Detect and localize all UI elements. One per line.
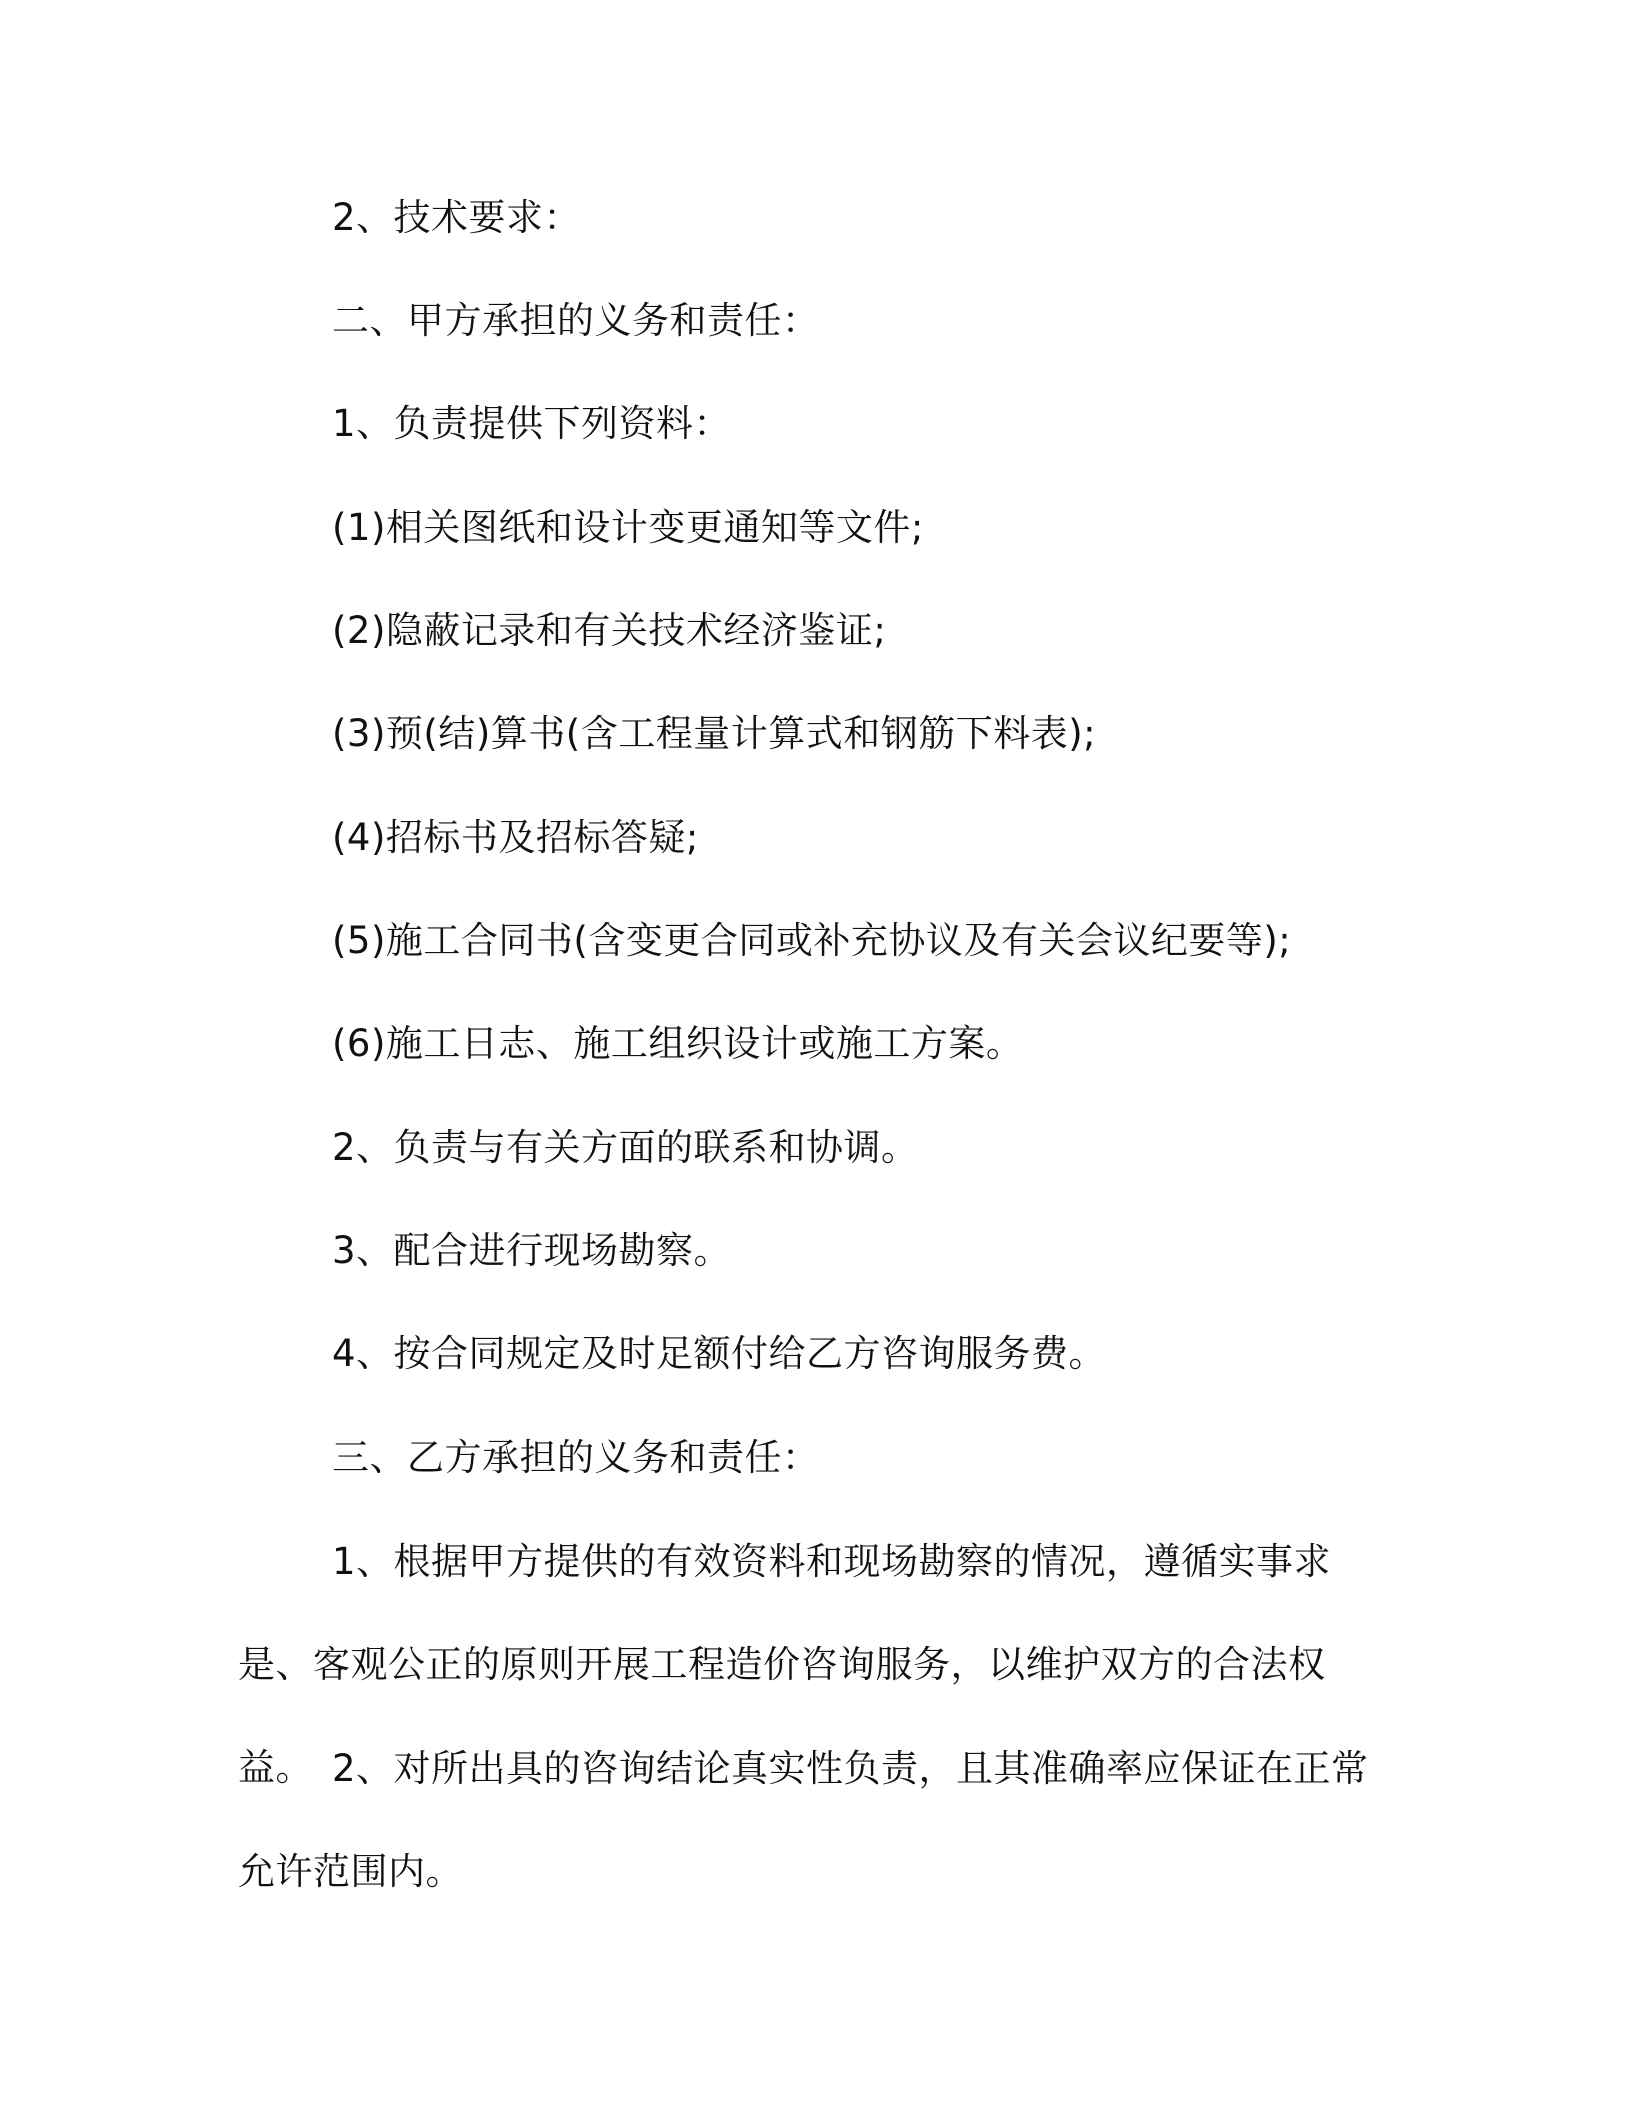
payment-item: 4、按合同规定及时足额付给乙方咨询服务费。 [332,1332,1107,1375]
party-a-obligations-heading: 二、甲方承担的义务和责任： [332,299,820,342]
party-b-paragraph-2: 2、对所出具的咨询结论真实性负责，且其准确率应保证在正常允许范围内。 [238,1747,1369,1893]
party-b-paragraph-1: 1、根据甲方提供的有效资料和现场勘察的情况，遵循实事求是、客观公正的原则开展工程造价咨询服务，以维护双方的合法权益。 [238,1540,1332,1789]
material-item-1: (1)相关图纸和设计变更通知等文件; [332,506,924,549]
site-survey-item: 3、配合进行现场勘察。 [332,1229,732,1272]
provide-materials-item: 1、负责提供下列资料： [332,402,732,445]
material-item-6: (6)施工日志、施工组织设计或施工方案。 [332,1022,1024,1065]
coordination-item: 2、负责与有关方面的联系和协调。 [332,1126,919,1169]
material-item-3: (3)预(结)算书(含工程量计算式和钢筋下料表); [332,712,1097,755]
technical-requirements-heading: 2、技术要求： [332,196,582,239]
material-item-2: (2)隐蔽记录和有关技术经济鉴证; [332,609,887,652]
party-b-obligations-heading: 三、乙方承担的义务和责任： [332,1436,820,1479]
material-item-4: (4)招标书及招标答疑; [332,816,699,859]
material-item-5: (5)施工合同书(含变更合同或补充协议及有关会议纪要等); [332,919,1292,962]
